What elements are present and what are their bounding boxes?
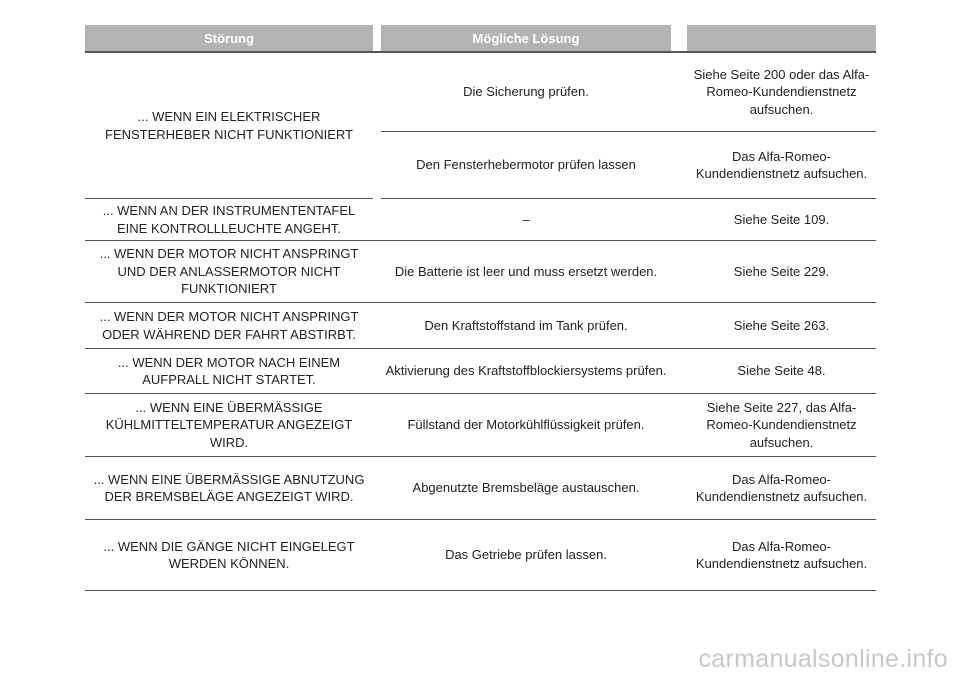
solution-cell: Die Sicherung prüfen. — [381, 53, 671, 132]
reference-cell: Siehe Seite 48. — [687, 349, 876, 394]
reference-cell: Das Alfa-Romeo-Kundendienstnetz aufsuchen. — [687, 132, 876, 199]
reference-cell: Siehe Seite 109. — [687, 199, 876, 241]
solution-cell: Den Fensterhebermotor prüfen lassen — [381, 132, 671, 199]
header-fault: Störung — [85, 25, 373, 53]
fault-cell: ... WENN DER MOTOR NICHT ANSPRINGT UND DER ANLASSERMOTOR NICHT FUNKTIONIERT — [85, 241, 373, 303]
solution-cell: – — [381, 199, 671, 241]
fault-cell: ... WENN EINE ÜBERMÄSSIGE KÜHLMITTELTEMPERATUR ANGEZEIGT WIRD. — [85, 394, 373, 457]
header-solution: Mögliche Lösung — [381, 25, 671, 53]
solution-cell: Aktivierung des Kraftstoffblockiersystems prüfen. — [381, 349, 671, 394]
fault-cell: ... WENN DIE GÄNGE NICHT EINGELEGT WERDEN KÖNNEN. — [85, 520, 373, 591]
reference-cell: Siehe Seite 229. — [687, 241, 876, 303]
fault-cell: ... WENN DER MOTOR NACH EINEM AUFPRALL NICHT STARTET. — [85, 349, 373, 394]
fault-cell: ... WENN EIN ELEKTRISCHER FENSTERHEBER NICHT FUNKTIONIERT — [85, 53, 373, 199]
solution-cell: Das Getriebe prüfen lassen. — [381, 520, 671, 591]
reference-cell: Das Alfa-Romeo-Kundendienstnetz aufsuchen. — [687, 520, 876, 591]
reference-cell: Siehe Seite 227, das Alfa-Romeo-Kundendienstnetz aufsuchen. — [687, 394, 876, 457]
solution-cell: Füllstand der Motorkühlflüssigkeit prüfen. — [381, 394, 671, 457]
solution-cell: Abgenutzte Bremsbeläge austauschen. — [381, 457, 671, 520]
fault-cell: ... WENN EINE ÜBERMÄSSIGE ABNUTZUNG DER BREMSBELÄGE ANGEZEIGT WIRD. — [85, 457, 373, 520]
solution-cell: Den Kraftstoffstand im Tank prüfen. — [381, 303, 671, 349]
fault-cell: ... WENN AN DER INSTRUMENTENTAFEL EINE KONTROLLLEUCHTE ANGEHT. — [85, 199, 373, 241]
reference-cell: Das Alfa-Romeo-Kundendienstnetz aufsuchen. — [687, 457, 876, 520]
solution-cell: Die Batterie ist leer und muss ersetzt werden. — [381, 241, 671, 303]
reference-cell: Siehe Seite 263. — [687, 303, 876, 349]
header-reference — [687, 25, 876, 53]
watermark: carmanualsonline.info — [698, 645, 948, 673]
troubleshooting-table — [85, 25, 876, 591]
fault-cell: ... WENN DER MOTOR NICHT ANSPRINGT ODER WÄHREND DER FAHRT ABSTIRBT. — [85, 303, 373, 349]
reference-cell: Siehe Seite 200 oder das Alfa-Romeo-Kundendienstnetz aufsuchen. — [687, 53, 876, 132]
